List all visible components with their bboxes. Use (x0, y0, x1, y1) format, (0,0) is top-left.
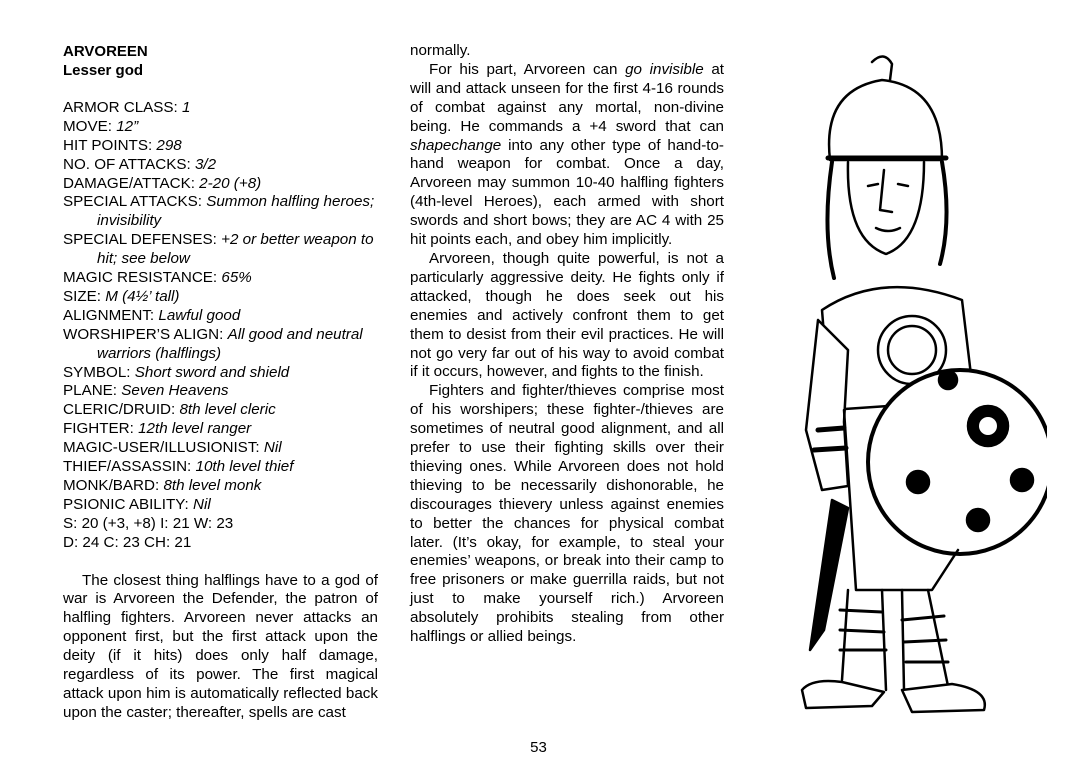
stat-line (63, 458, 378, 477)
stat-line (63, 307, 378, 326)
stat-value: Seven Heavens (121, 382, 229, 400)
stat-line (63, 99, 378, 118)
stat-label: PSIONIC ABILITY: (63, 495, 189, 513)
stat-value: 8th level cleric (179, 401, 276, 419)
middle-column (410, 42, 724, 647)
stat-line (63, 269, 378, 288)
paragraph-4: Fighters and fighter/thieves comprise most of his worshipers; these fighter-/thieves are sometimes of neutral good alignment, and all prefer to use their fighting skills over their thieving ones. While Arvoreen does not hold thieving to be necessarily dishonorable, he discourages thievery unless against enemies to better the chances for physical combat later. (It’s okay, for example, to steal your enemies’ weapons, or break into their camp to free prisoners or make guerrilla raids, but not just to make yourself rich.) Arvoreen absolutely prohibits stealing from other halflings or allied beings. (410, 382, 724, 646)
stat-value: 2-20 (+8) (199, 174, 262, 192)
stat-value: 298 (156, 136, 182, 154)
paragraph-2: For his part, Arvoreen can go invisible at will and attack unseen for the first 4-16 rounds of combat against any mortal, non-divine being. He commands a +4 sword that can shapechange into any other type of hand-to-hand weapon for combat. Once a day, Arvoreen may summon 10-40 halfling fighters (4th-level Heroes), each armed with short swords and short bows; they are AC 4 with 25 hit points each, and obey him implicitly. (410, 60, 724, 249)
ability-scores-line-2: D: 24 C: 23 CH: 21 (63, 533, 192, 551)
stat-label: WORSHIPER’S ALIGN: (63, 325, 224, 343)
stat-label: DAMAGE/ATTACK: (63, 174, 195, 192)
stat-label: FIGHTER: (63, 420, 134, 438)
paragraph-3: Arvoreen, though quite powerful, is not a particularly aggressive deity. He fights only if attacked, though he does seek out his enemies and actively confront them to get them to desist from their evil practices. He will not go very far out of his way to avoid combat if it occurs, however, and fights to the finish. (410, 249, 724, 381)
stat-label: MAGIC-USER/ILLUSIONIST: (63, 439, 260, 457)
stat-label: MONK/BARD: (63, 477, 160, 495)
stat-line (63, 326, 378, 364)
stat-label: SYMBOL: (63, 363, 131, 381)
stat-line (63, 288, 378, 307)
stat-value: 12” (116, 117, 139, 135)
stat-label: SIZE: (63, 287, 101, 305)
stat-value: M (4½’ tall) (105, 287, 180, 305)
stat-label: ALIGNMENT: (63, 306, 155, 324)
page-number: 53 (530, 739, 547, 756)
stat-value: 8th level monk (163, 477, 262, 495)
stat-value: +2 or better weapon to hit; see below (97, 231, 374, 268)
stat-value: 1 (182, 98, 191, 116)
stat-line (63, 496, 378, 515)
stat-block (63, 99, 378, 515)
stat-line (63, 401, 378, 420)
stat-label: NO. OF ATTACKS: (63, 155, 191, 173)
ability-scores-line-1: S: 20 (+3, +8) I: 21 W: 23 (63, 514, 234, 532)
stat-value: Nil (263, 439, 282, 457)
stat-line (63, 175, 378, 194)
stat-value: Summon halfling heroes; invisibility (97, 193, 375, 230)
stat-label: HIT POINTS: (63, 136, 153, 154)
stat-label: PLANE: (63, 382, 118, 400)
stat-line (63, 137, 378, 156)
deity-name: ARVOREEN (63, 43, 148, 60)
left-column (63, 42, 378, 723)
stat-line (63, 193, 378, 231)
stat-value: 3/2 (194, 155, 217, 173)
stat-label: MOVE: (63, 117, 112, 135)
stat-line (63, 382, 378, 401)
stat-line (63, 156, 378, 175)
stat-label: SPECIAL ATTACKS: (63, 193, 202, 211)
deity-rank: Lesser god (63, 62, 144, 79)
stat-value: 10th level thief (195, 458, 294, 476)
stat-value: 65% (221, 269, 252, 287)
stat-line (63, 439, 378, 458)
stat-line (63, 477, 378, 496)
stat-value: Lawful good (158, 306, 241, 324)
stat-value: Short sword and shield (134, 363, 290, 381)
stat-value: Nil (193, 495, 211, 513)
stat-label: ARMOR CLASS: (63, 98, 178, 116)
stat-value: All good and neutral warriors (halflings) (97, 325, 363, 362)
paragraph-1-continued: normally. (410, 42, 471, 59)
stat-line (63, 420, 378, 439)
stat-line (63, 364, 378, 383)
stat-label: SPECIAL DEFENSES: (63, 231, 217, 249)
halfling-warrior-illustration (752, 50, 1047, 730)
stat-label: CLERIC/DRUID: (63, 401, 176, 419)
stat-label: MAGIC RESISTANCE: (63, 269, 218, 287)
stat-line (63, 118, 378, 137)
stat-value: 12th level ranger (138, 420, 252, 438)
paragraph-1: The closest thing halflings have to a god of war is Arvoreen the Defender, the patron of halfling fighters. Arvoreen never attacks an opponent first, but the first attack upon the deity (if it hits) does only half damage, regardless of its power. The first magical attack upon him is automatically reflected back upon the caster; thereafter, spells are cast (63, 571, 378, 721)
stat-label: THIEF/ASSASSIN: (63, 458, 192, 476)
stat-line (63, 231, 378, 269)
